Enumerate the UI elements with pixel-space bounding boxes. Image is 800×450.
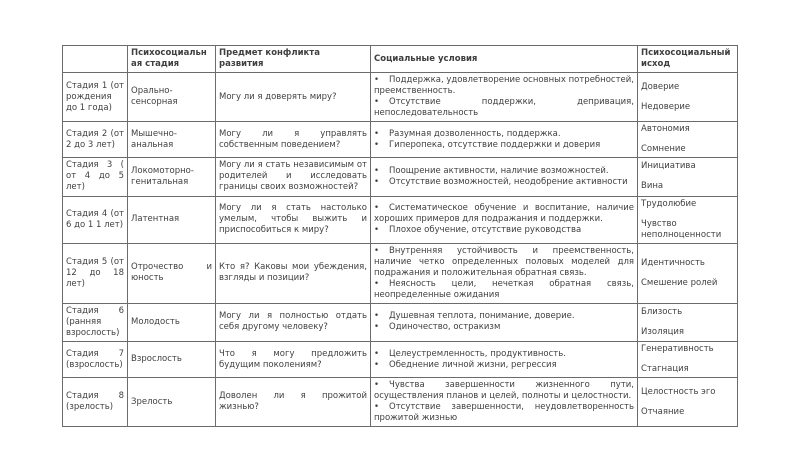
stage-cell: Стадия 7 (взрослость) <box>63 342 128 378</box>
outcome-item: Недоверие <box>641 101 691 112</box>
psychosocial-stage-cell: Мышечно-анальная <box>128 122 216 158</box>
table-row <box>63 378 738 427</box>
column-header-psychosocial-outcome: Психосоциальный исход <box>638 46 738 73</box>
bullet-item: • Внутренняя устойчивость и преемственность, наличие четко определенных половых моделей для подражания и положительная обратная связь. <box>374 245 634 278</box>
outcome-item: Вина <box>641 181 664 192</box>
conflict-subject-cell: Кто я? Каковы мои убеждения, взгляды и позиции? <box>216 243 371 303</box>
conflict-subject-cell: Могу ли я полностью отдать себя другому человеку? <box>216 303 371 341</box>
bullet-item: • Систематическое обучение и воспитание, наличие хороших примеров для подражания и поддержки. <box>374 203 634 225</box>
conflict-subject-cell: Могу ли я управлять собственным поведением? <box>216 122 371 158</box>
table-header <box>63 46 738 73</box>
outcome-item: Стагнация <box>641 364 689 375</box>
bullet-icon: • <box>374 311 380 322</box>
bullet-icon: • <box>374 203 380 214</box>
stage-cell: Стадия 6 (ранняя взрослость) <box>63 303 128 341</box>
outcome-item: Автономия <box>641 124 690 135</box>
bullet-item: • Отсутствие завершенности, неудовлетворенность прожитой жизнью <box>374 402 634 424</box>
column-header-psychosocial-stage: Психосоциальная стадия <box>128 46 216 73</box>
bullet-icon: • <box>374 322 380 333</box>
outcome-cell <box>638 303 738 341</box>
bullet-item: • Отсутствие поддержки, депривация, непоследовательность <box>374 97 634 119</box>
outcome-item: Трудолюбие <box>641 198 697 209</box>
bullet-icon: • <box>374 225 380 236</box>
outcome-item: Чувство неполноценности <box>641 218 722 240</box>
table-row <box>63 303 738 341</box>
outcome-item: Генеративность <box>641 344 714 355</box>
outcome-item: Отчаяние <box>641 406 685 417</box>
bullet-item: • Гиперопека, отсутствие поддержки и доверия <box>374 139 601 150</box>
social-conditions-cell <box>371 158 638 196</box>
outcome-cell <box>638 73 738 122</box>
psychosocial-stage-cell: Локомоторно-генитальная <box>128 158 216 196</box>
social-conditions-cell <box>371 243 638 303</box>
bullet-icon: • <box>374 380 380 391</box>
bullet-icon: • <box>374 348 380 359</box>
bullet-item: • Целеустремленность, продуктивность. <box>374 348 566 359</box>
conflict-subject-cell: Что я могу предложить будущим поколениям? <box>216 342 371 378</box>
bullet-item: • Разумная дозволенность, поддержка. <box>374 128 561 139</box>
outcome-item: Целостность эго <box>641 386 716 397</box>
bullet-icon: • <box>374 97 380 108</box>
outcome-item: Близость <box>641 306 683 317</box>
outcome-cell <box>638 158 738 196</box>
social-conditions-cell <box>371 122 638 158</box>
outcome-cell <box>638 342 738 378</box>
psychosocial-stage-cell: Латентная <box>128 196 216 243</box>
table-row <box>63 73 738 122</box>
bullet-item: • Чувства завершенности жизненного пути, осуществления планов и целей, полноты и целостности. <box>374 380 634 402</box>
outcome-item: Изоляция <box>641 326 685 337</box>
psychosocial-stage-cell: Отрочество и юность <box>128 243 216 303</box>
conflict-subject-cell: Могу ли я доверять миру? <box>216 73 371 122</box>
table-body <box>63 73 738 427</box>
stage-cell: Стадия 1 (от рождения до 1 года) <box>63 73 128 122</box>
outcome-cell <box>638 122 738 158</box>
social-conditions-cell <box>371 196 638 243</box>
conflict-subject-cell: Доволен ли я прожитой жизнью? <box>216 378 371 427</box>
stage-cell: Стадия 3 ( от 4 до 5 лет) <box>63 158 128 196</box>
outcome-item: Инициатива <box>641 161 696 172</box>
bullet-icon: • <box>374 128 380 139</box>
stage-cell: Стадия 4 (от 6 до 1 1 лет) <box>63 196 128 243</box>
outcome-item: Идентичность <box>641 257 705 268</box>
psychosocial-stage-cell: Орально-сенсорная <box>128 73 216 122</box>
outcome-item: Смешение ролей <box>641 277 718 288</box>
table-row <box>63 158 738 196</box>
erikson-stages-table <box>62 45 738 427</box>
social-conditions-cell <box>371 303 638 341</box>
bullet-item: • Поддержка, удовлетворение основных потребностей, преемственность. <box>374 75 635 97</box>
bullet-item: • Поощрение активности, наличие возможностей. <box>374 165 609 176</box>
bullet-item: • Отсутствие возможностей, неодобрение активности <box>374 176 628 187</box>
social-conditions-cell <box>371 378 638 427</box>
psychosocial-stage-cell: Зрелость <box>128 378 216 427</box>
table-row <box>63 342 738 378</box>
column-header-social-conditions: Социальные условия <box>371 46 638 73</box>
psychosocial-stage-cell: Молодость <box>128 303 216 341</box>
social-conditions-cell <box>371 73 638 122</box>
bullet-icon: • <box>374 176 380 187</box>
bullet-icon: • <box>374 245 380 256</box>
bullet-item: • Плохое обучение, отсутствие руководства <box>374 225 582 236</box>
table-row <box>63 243 738 303</box>
bullet-icon: • <box>374 402 380 413</box>
header-row <box>63 46 738 73</box>
column-header-conflict-subject: Предмет конфликта развития <box>216 46 371 73</box>
outcome-cell <box>638 243 738 303</box>
bullet-item: • Одиночество, остракизм <box>374 322 501 333</box>
bullet-icon: • <box>374 165 380 176</box>
psychosocial-stage-cell: Взрослость <box>128 342 216 378</box>
outcome-cell <box>638 378 738 427</box>
outcome-item: Доверие <box>641 81 680 92</box>
bullet-icon: • <box>374 278 380 289</box>
bullet-item: • Обеднение личной жизни, регрессия <box>374 359 557 370</box>
bullet-icon: • <box>374 359 380 370</box>
social-conditions-cell <box>371 342 638 378</box>
table-row <box>63 122 738 158</box>
stage-cell: Стадия 2 (от 2 до 3 лет) <box>63 122 128 158</box>
stage-cell: Стадия 8 (зрелость) <box>63 378 128 427</box>
column-header-stage <box>63 46 128 73</box>
stage-cell: Стадия 5 (от 12 до 18 лет) <box>63 243 128 303</box>
outcome-cell <box>638 196 738 243</box>
bullet-icon: • <box>374 75 380 86</box>
bullet-item: • Неясность цели, нечеткая обратная связь, неопределенные ожидания <box>374 278 634 300</box>
conflict-subject-cell: Могу ли я стать независимым от родителей и исследовать границы своих возможностей? <box>216 158 371 196</box>
bullet-icon: • <box>374 139 380 150</box>
bullet-item: • Душевная теплота, понимание, доверие. <box>374 311 575 322</box>
slide-content <box>62 45 737 427</box>
outcome-item: Сомнение <box>641 144 686 155</box>
conflict-subject-cell: Могу ли я стать настолько умелым, чтобы выжить и приспособиться к миру? <box>216 196 371 243</box>
table-row <box>63 196 738 243</box>
